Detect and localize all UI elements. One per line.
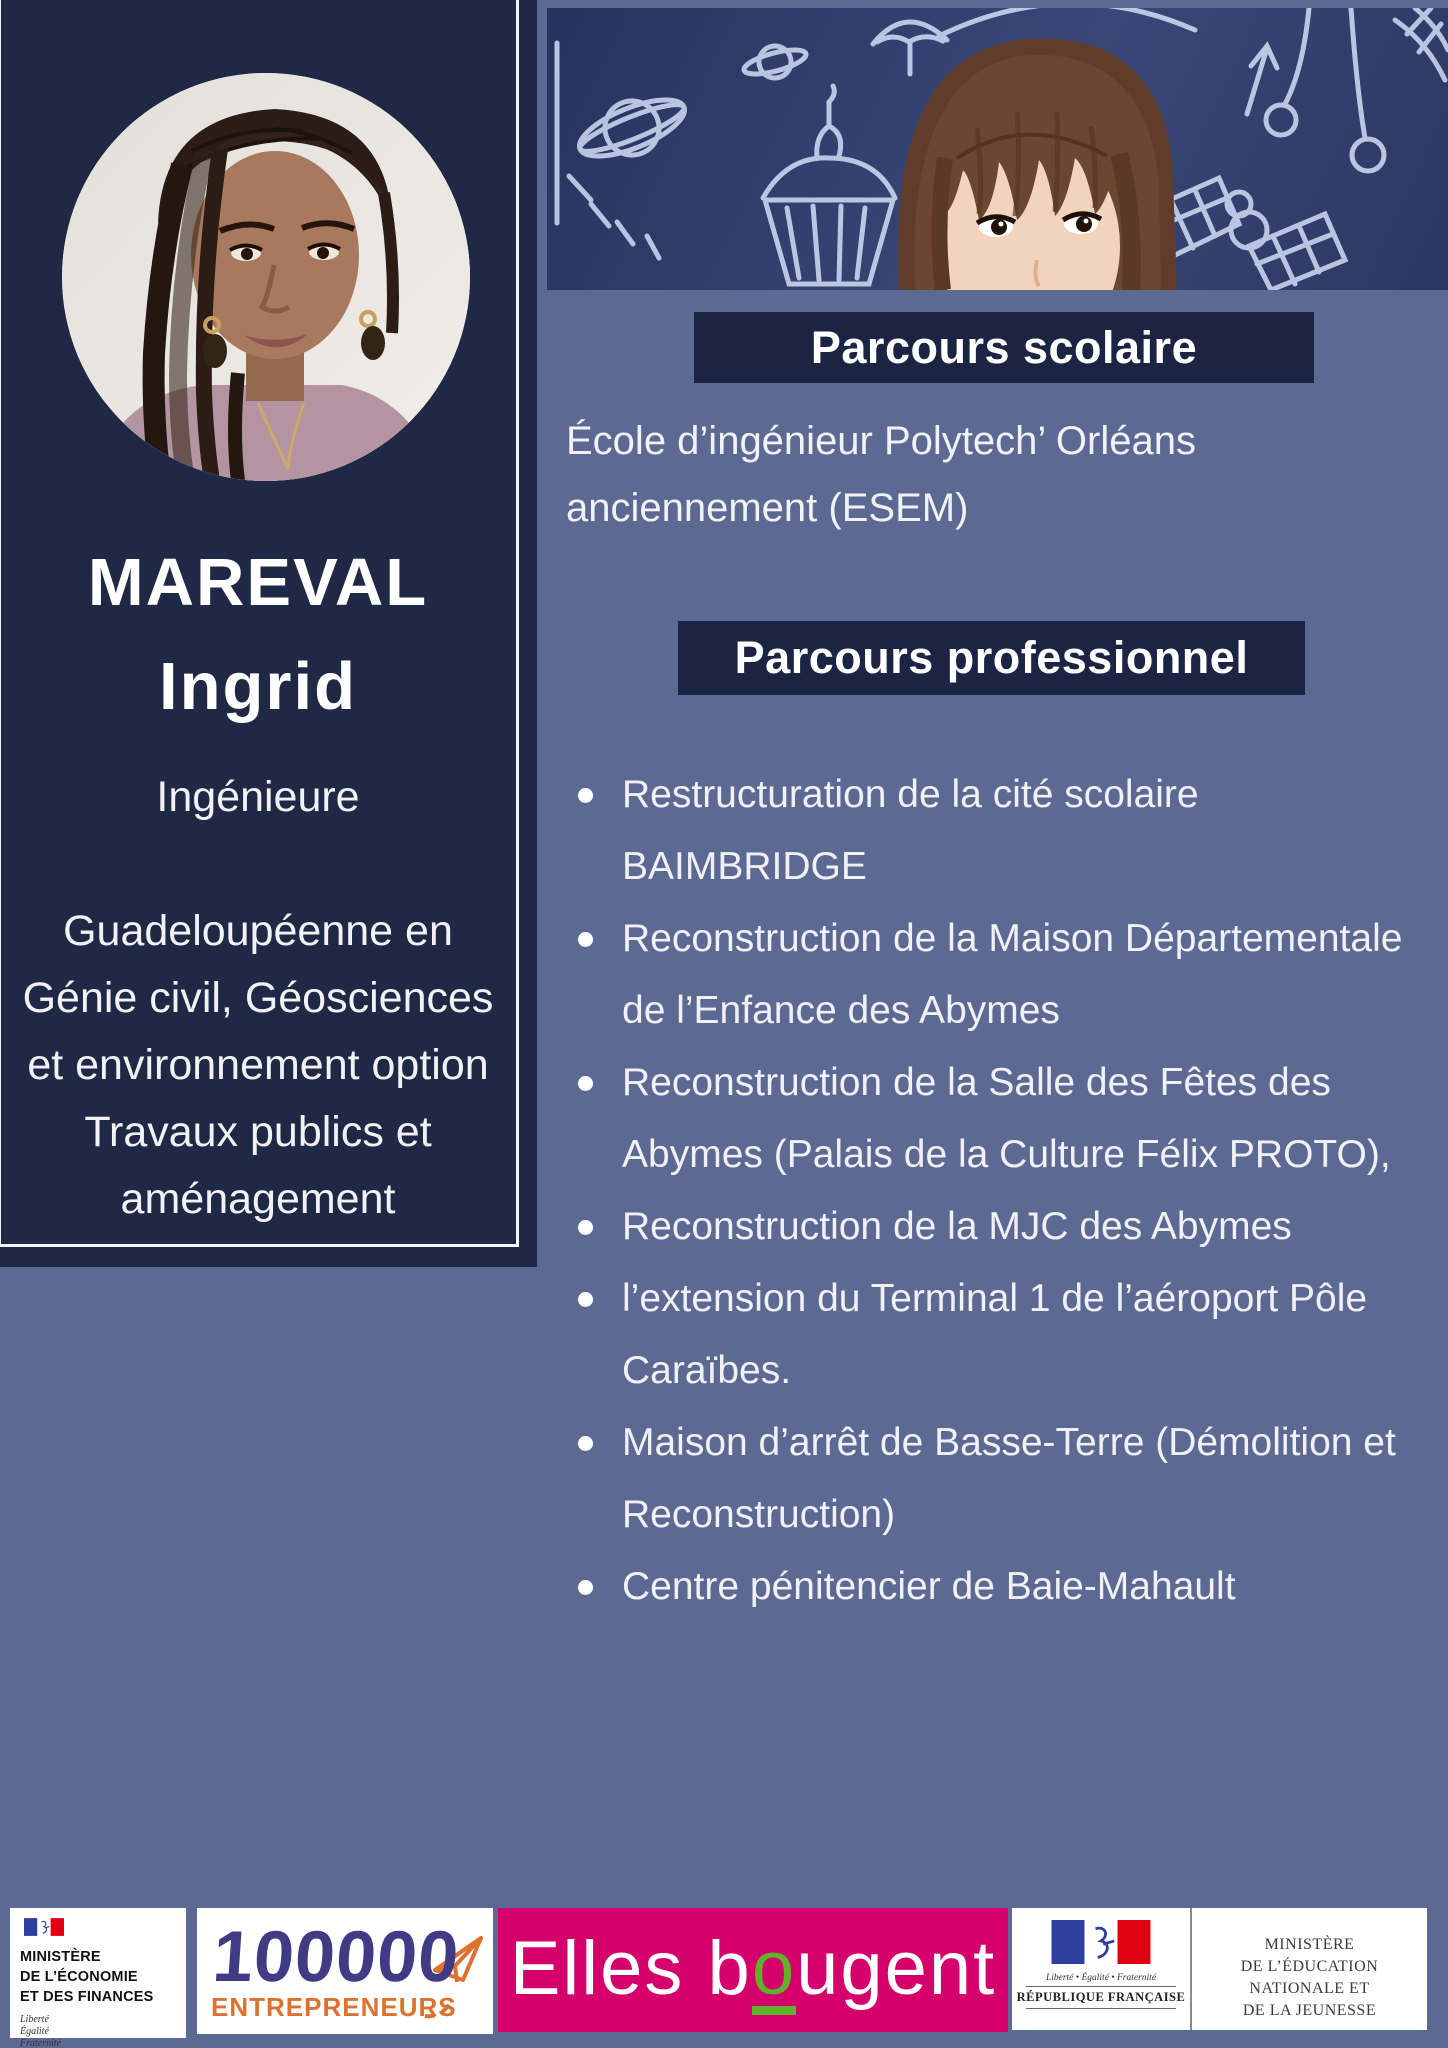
project-list-line — [578, 1335, 1444, 1407]
project-list-line — [578, 975, 1444, 1047]
profile-photo — [62, 73, 470, 481]
section-title-professionnel: Parcours professionnel — [678, 621, 1305, 695]
project-list-text: Reconstruction de la MJC des Abymes — [622, 1205, 1292, 1248]
project-list-line — [578, 1119, 1444, 1191]
project-list-text: Caraïbes. — [622, 1349, 792, 1392]
project-list-text: Reconstruction de la Maison Départementale — [622, 917, 1403, 960]
republique-name: RÉPUBLIQUE FRANÇAISE — [1016, 1990, 1186, 2004]
header-photo-chalkboard — [547, 8, 1448, 290]
profile-description-line: et environnement option — [27, 1041, 489, 1089]
project-list-line — [578, 1191, 1444, 1263]
project-list-text: Restructuration de la cité scolaire — [622, 773, 1199, 816]
french-flag-icon — [24, 1918, 64, 1936]
ministry-title-line: MINISTÈRE — [20, 1949, 101, 1965]
profile-description — [0, 764, 516, 1233]
logo-ministere-economie — [10, 1908, 186, 2048]
profile-description-line: Travaux publics et — [84, 1108, 432, 1156]
school-text — [566, 408, 1196, 542]
motto-line: Fraternité — [20, 2038, 62, 2048]
profile-description-line: Génie civil, Géosciences — [22, 974, 494, 1022]
project-list-line — [578, 903, 1444, 975]
school-text-line: anciennement (ESEM) — [566, 486, 969, 530]
project-list-text: Abymes (Palais de la Culture Félix PROTO), — [622, 1133, 1391, 1176]
ministry-title-line: DE L’ÉCONOMIE — [20, 1969, 138, 1985]
republique-motto: Liberté • Égalité • Fraternité — [1045, 1973, 1157, 1983]
divider — [1026, 2008, 1176, 2009]
divider — [1026, 1986, 1176, 1987]
project-list — [578, 759, 1444, 1623]
project-list-text: Reconstruction de la Salle des Fêtes des — [622, 1061, 1331, 1104]
project-list-text: de l’Enfance des Abymes — [622, 989, 1060, 1032]
profile-last-name: MAREVAL — [87, 545, 429, 620]
profile-first-name: Ingrid — [158, 649, 358, 724]
project-list-text: Centre pénitencier de Baie-Mahault — [622, 1565, 1236, 1608]
profile-description-line: Guadeloupéenne en — [63, 907, 453, 955]
education-ministry-line: DE L’ÉDUCATION — [1240, 1958, 1379, 1975]
ministry-title-line: ET DES FINANCES — [20, 1989, 154, 2005]
project-list-line — [578, 1551, 1444, 1623]
motto-line: Égalité — [20, 2026, 49, 2037]
education-ministry-line: DE LA JEUNESSE — [1242, 2002, 1377, 2019]
profile-description-line: aménagement — [120, 1175, 396, 1223]
project-list-text: Maison d’arrêt de Basse-Terre (Démolition et — [622, 1421, 1396, 1464]
entrepreneurs-number: 100000 — [210, 1917, 463, 1997]
elles-bougent-text-1: Elles b — [509, 1926, 752, 2012]
project-list-text: BAIMBRIDGE — [622, 845, 867, 888]
education-ministry-line: MINISTÈRE — [1264, 1936, 1355, 1953]
project-list-line — [578, 1407, 1444, 1479]
project-list-text: Reconstruction) — [622, 1493, 896, 1536]
left-panel — [0, 0, 537, 1267]
project-list-line — [578, 831, 1444, 903]
motto-line: Liberté — [20, 2014, 49, 2025]
logo-elles-bougent — [498, 1908, 1008, 2032]
elles-bougent-text-2: ugent — [796, 1926, 997, 2012]
chalkboard-illustration — [547, 8, 1448, 290]
entrepreneurs-label: ENTREPRENEURS — [211, 1992, 457, 2022]
section-title-scolaire: Parcours scolaire — [694, 312, 1314, 383]
education-ministry-line: NATIONALE ET — [1249, 1980, 1370, 1997]
project-list-line — [578, 1263, 1444, 1335]
school-text-line: École d’ingénieur Polytech’ Orléans — [566, 419, 1196, 463]
project-list-line — [578, 1047, 1444, 1119]
elles-bougent-green-o: o — [752, 1933, 796, 2014]
project-list-line — [578, 1479, 1444, 1551]
french-flag-icon — [1041, 1920, 1161, 1964]
portrait-illustration — [62, 73, 470, 481]
logo-republique-francaise — [1012, 1908, 1192, 2030]
logo-ministere-education — [1192, 1908, 1427, 2030]
student-photo — [898, 39, 1177, 290]
project-list-text: l’extension du Terminal 1 de l’aéroport Pôle — [622, 1277, 1368, 1320]
logo-government-block — [1012, 1908, 1427, 2030]
logo-100000-entrepreneurs — [197, 1908, 493, 2034]
profile-description-line — [0, 831, 516, 898]
project-list-line — [578, 759, 1444, 831]
profile-description-line: Ingénieure — [156, 773, 360, 821]
